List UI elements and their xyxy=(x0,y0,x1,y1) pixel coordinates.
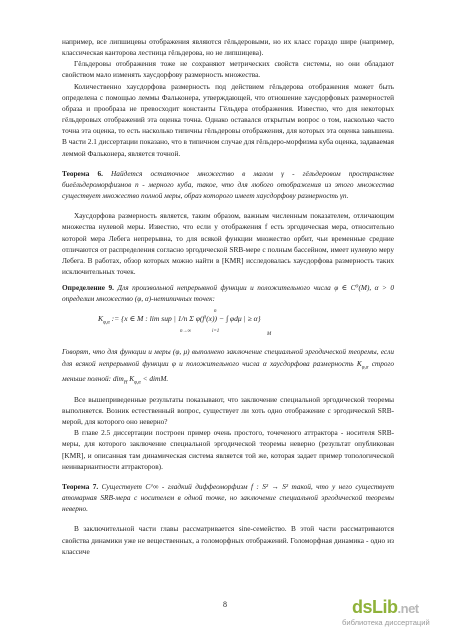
paragraph-6: В главе 2.5 диссертации построен пример очень простого, точеченого аттрактора - носителя SRB-меры, для которого заключение специальной эргодической теоремы неверно (результат опубликован [KMR], и описанная там динамическая система является той же, которая задает пример топологической неинвариантности аттракторов). xyxy=(62,428,394,471)
theorem-7 xyxy=(62,481,394,514)
paragraph-3: Количественно хаусдорфова размерность под действием гёльдерова отображения может быть определена с помощью леммы Фальконера, утверждающей, что отношение хаусдорфовых размерностей образа и прообраза не превосходит константы Гёльдера отображения. Известно, что для некоторых гёльдеровых отображений эта оценка точна. Однако оставался открытым вопрос о том, насколько часто точна эта оценка, то есть насколько типичны гёльдеровы отображения, для которых эта оценка завышена. В части 2.1 диссертации показано, что в типичном случае для гёльдеро-морфизма куба оценка, задаваемая леммой Фальконера, является точной. xyxy=(62,81,394,158)
definition-9-label: Определение 9. xyxy=(62,283,114,293)
paragraph-2: Гёльдеровы отображения тоже не сохраняют метрических свойств системы, но они обладают свойством мало изменять хаусдорфову размерность множества. xyxy=(62,59,394,80)
theorem-6 xyxy=(62,168,394,201)
paragraph-5: Все вышеприведенные результаты показывают, что заключение специальной эргодической теоремы выполняется. Возник естественный вопрос, существует ли хоть одно отображение с эргодической SRB-мерой, для которого оно неверно? xyxy=(62,394,394,427)
formula-int-bot: M xyxy=(267,332,272,338)
formula-body: := {x ∈ M : lim sup | 1/n Σ φ(fⁱ(x)) − ∫ φdμ | ≥ α} xyxy=(111,314,261,324)
formula-k-phi-alpha xyxy=(62,310,394,340)
paragraph-7: В заключительной части главы рассматривается sine-семейство. В этой части рассматриваются свойства динамики уже не вещественных, а голоморфных отображений. Голоморфная динамика - одно из классиче xyxy=(62,524,394,556)
theorem-6-label: Теорема 6. xyxy=(62,168,103,178)
theorem-7-text: Существует C^∞ - гладкий диффеоморфизм f : S² → S² такой, что у него существует атомарная SRB-мера с носителем в одной точке, но заключение специальной эргодической теоремы неверно. xyxy=(62,481,394,514)
dslib-logo: dsLib.net xyxy=(352,597,419,617)
formula-sum-top: n xyxy=(214,309,217,315)
formula-sum-bot: i=1 xyxy=(212,329,220,335)
definition-9-remark: Говорят, что для функции и меры (φ, μ) выполнено заключение специальной эргодической теоремы, если для всякой непрерывной функции φ и положительного числа α хаусдорфова размерность $K_{\varphi,\alpha}$ строго меньше полной: dim$_H$ $K_{\varphi,\alpha}$ < dimM. xyxy=(62,347,394,386)
theorem-7-label: Теорема 7. xyxy=(62,481,99,491)
formula-k-sub: φ,α xyxy=(103,320,110,326)
document-page xyxy=(62,36,394,557)
page-number: 8 xyxy=(223,600,227,609)
definition-9 xyxy=(62,282,394,304)
dslib-watermark xyxy=(340,597,440,631)
formula-limsub: n→∞ xyxy=(180,329,192,335)
paragraph-4: Хаусдорфова размерность является, таким образом, важным численным показателем, отличающим множества нулевой меры. Известно, что если у отображения f есть эргодическая мера, относительно которой мера Лебега непрерывна, то для всякой функции множество орбит, чьи временные средние отличаются от распределения согласно эргодической SRB-мере с полным бассейном, имеет нулевую меру Лебега. В работах, обзор которых можно найти в [KMR] исследовалась хаусдорфова размерность таких исключительных точек. xyxy=(62,211,394,276)
paragraph-1: например, все липшицевы отображения являются гёльдеровыми, но их класс гораздо шире (например, классическая канторова лестница гёльдерова, но не липшицева). xyxy=(62,37,394,58)
theorem-6-text: Найдется остаточное множество в малом γ - гёльдеровом пространстве биеёльдероморфизмов n - мерного куба, такое, что для любого отображения из этого множества существует множество полной меры, образ которого имеет хаусдорфову размерность γn. xyxy=(62,168,395,201)
definition-9-text: Для произвольной непрерывной функции и положительного числа φ ∈ C⁰(M), α > 0 определим множество (φ, α)-нетипичных точек: xyxy=(62,283,394,304)
formula-k: K xyxy=(98,314,104,324)
dslib-subtitle: библиотека диссертаций xyxy=(342,618,430,627)
